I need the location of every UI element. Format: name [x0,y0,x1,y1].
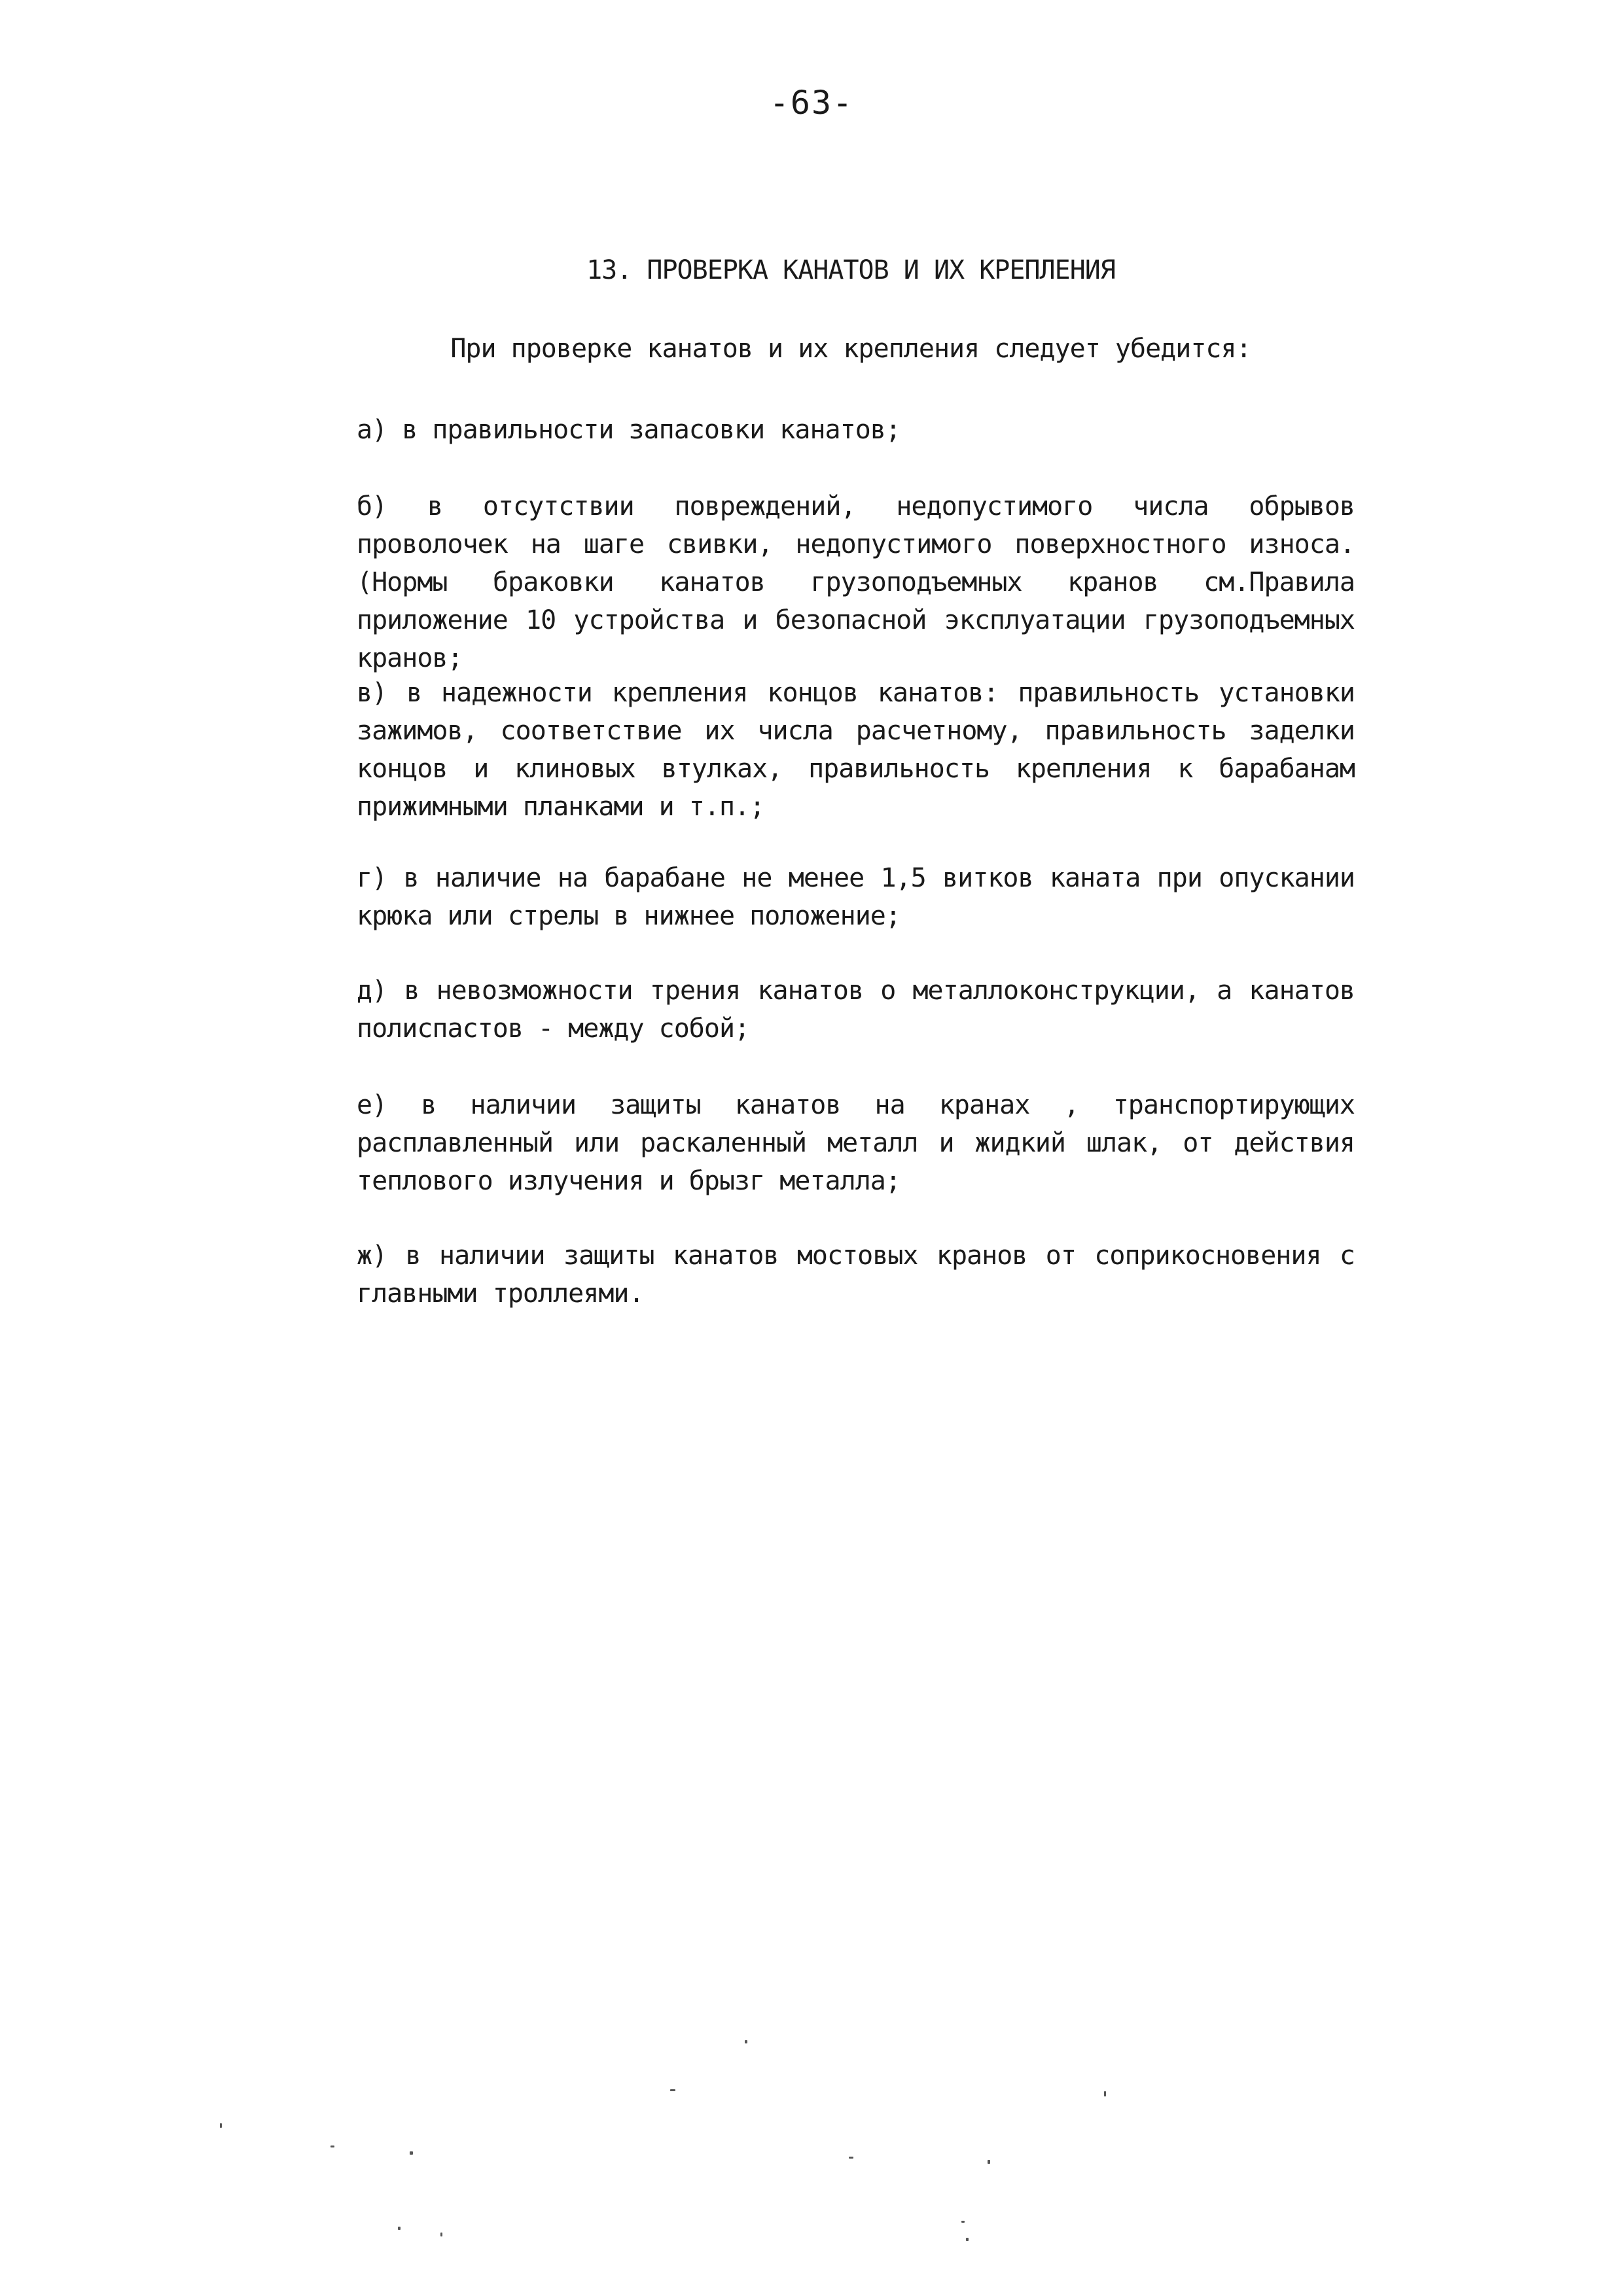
scan-speck [849,2157,853,2159]
scan-speck [1104,2091,1106,2096]
list-item-v: в) в надежности крепления концов канатов: правильность установки зажимов, соответствие их числа расчетному, правильность заделки концов и клиновых втулках, правильность крепления к барабанам прижимными планками и т.п.; [357,678,1355,822]
list-item-e: е) в наличии защиты канатов на кранах , транспортирующих расплавленный или раскаленный металл и жидкий шлак, от действия теплового излучения и брызг металла; [357,1090,1355,1196]
scan-speck [966,2238,969,2241]
scan-speck [330,2146,334,2147]
scan-speck [961,2221,965,2223]
scan-speck [440,2233,442,2236]
scan-speck [988,2160,990,2164]
scan-speck [410,2151,413,2155]
list-item-g: г) в наличие на барабане не менее 1,5 витков каната при опускании крюка или стрелы в нижнее положение; [357,863,1355,931]
section-title: 13. ПРОВЕРКА КАНАТОВ И ИХ КРЕПЛЕНИЯ [586,255,1115,285]
list-item-a: а) в правильности запасовки канатов; [357,415,901,445]
list-item-d: д) в невозможности трения канатов о металлоконструкции, а канатов полиспастов - между собой; [357,976,1355,1044]
list-item-b: б) в отсутствии повреждений, недопустимого числа обрывов проволочек на шаге свивки, недопустимого поверхностного износа.(Нормы браковки канатов грузоподъемных кранов см.Правила приложение 10 устройства и безопасной эксплуатации грузоподъемных кранов; [357,491,1355,673]
scan-speck [745,2040,747,2043]
scan-speck [670,2089,675,2091]
intro-paragraph: При проверке канатов и их крепления следует убедится: [450,334,1251,364]
scan-speck [398,2227,401,2230]
scan-speck [220,2123,222,2128]
list-item-zh: ж) в наличии защиты канатов мостовых кранов от соприкосновения с главными троллеями. [357,1241,1355,1309]
page-number: -63- [769,84,854,122]
